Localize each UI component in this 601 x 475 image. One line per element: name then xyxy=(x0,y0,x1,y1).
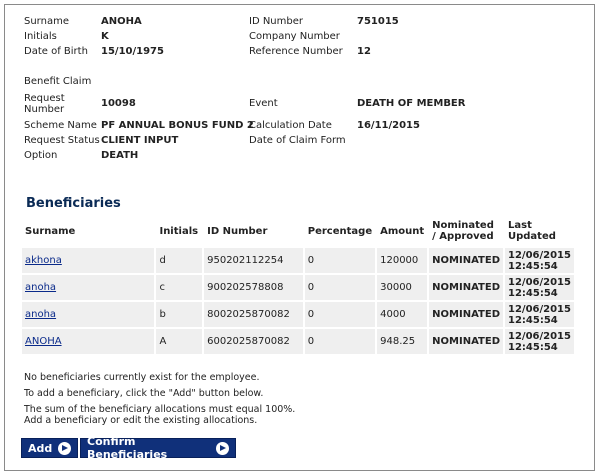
col-surname: Surname xyxy=(22,216,154,246)
surname-label: Surname xyxy=(24,16,69,27)
col-nominated-approved: Nominated / Approved xyxy=(429,216,503,246)
table-row xyxy=(22,275,574,300)
initials-cell: d xyxy=(156,248,202,273)
beneficiary-link[interactable]: akhona xyxy=(25,255,62,266)
scheme-name-label: Scheme Name xyxy=(24,120,97,131)
updated-time: 12:45:54 xyxy=(508,287,558,299)
beneficiary-link[interactable]: ANOHA xyxy=(25,336,62,347)
surname-cell xyxy=(22,302,154,327)
add-button[interactable] xyxy=(21,438,78,458)
initials-label: Initials xyxy=(24,31,57,42)
updated-time: 12:45:54 xyxy=(508,314,558,326)
id-cell: 950202112254 xyxy=(204,248,303,273)
edit-allocation-message: Add a beneficiary or edit the existing allocations. xyxy=(24,415,258,426)
scheme-name-value: PF ANNUAL BONUS FUND 2 xyxy=(101,120,254,131)
event-value: DEATH OF MEMBER xyxy=(357,98,466,109)
beneficiary-link[interactable]: anoha xyxy=(25,309,57,320)
updated-date: 12/06/2015 xyxy=(508,249,571,261)
initials-cell: b xyxy=(156,302,202,327)
add-instruction-message: To add a beneficiary, click the "Add" button below. xyxy=(24,388,264,399)
calculation-date-label: Calculation Date xyxy=(249,120,332,131)
status-cell: NOMINATED xyxy=(429,248,503,273)
updated-date: 12/06/2015 xyxy=(508,276,571,288)
amount-cell: 120000 xyxy=(377,248,427,273)
surname-cell xyxy=(22,275,154,300)
company-number-label: Company Number xyxy=(249,31,340,42)
reference-number-label: Reference Number xyxy=(249,46,343,57)
reference-number-value: 12 xyxy=(357,46,371,57)
id-cell: 900202578808 xyxy=(204,275,303,300)
updated-cell xyxy=(505,302,574,327)
confirm-button-label: Confirm Beneficiaries xyxy=(87,435,168,461)
add-button-label: Add xyxy=(28,441,53,455)
updated-cell xyxy=(505,275,574,300)
updated-time: 12:45:54 xyxy=(508,260,558,272)
request-status-label: Request Status xyxy=(24,135,100,146)
percentage-cell: 0 xyxy=(305,248,375,273)
surname-cell xyxy=(22,329,154,354)
request-status-value: CLIENT INPUT xyxy=(101,135,179,146)
col-percentage: Percentage xyxy=(305,216,375,246)
id-cell: 8002025870082 xyxy=(204,302,303,327)
updated-time: 12:45:54 xyxy=(508,341,558,353)
claim-form-date-label: Date of Claim Form xyxy=(249,135,346,146)
option-label: Option xyxy=(24,150,58,161)
updated-cell xyxy=(505,248,574,273)
updated-date: 12/06/2015 xyxy=(508,303,571,315)
id-cell: 6002025870082 xyxy=(204,329,303,354)
id-number-label: ID Number xyxy=(249,16,303,27)
col-amount: Amount xyxy=(377,216,427,246)
benefit-claim-label: Benefit Claim xyxy=(24,76,92,87)
updated-cell xyxy=(505,329,574,354)
dob-value: 15/10/1975 xyxy=(101,46,164,57)
no-beneficiaries-message: No beneficiaries currently exist for the employee. xyxy=(24,372,260,383)
percentage-cell: 0 xyxy=(305,302,375,327)
id-number-value: 751015 xyxy=(357,16,399,27)
option-value: DEATH xyxy=(101,150,139,161)
initials-cell: c xyxy=(156,275,202,300)
updated-date: 12/06/2015 xyxy=(508,330,571,342)
arrow-right-circle-icon xyxy=(58,442,71,455)
col-id-number: ID Number xyxy=(204,216,303,246)
status-cell: NOMINATED xyxy=(429,302,503,327)
table-row xyxy=(22,302,574,327)
table-row xyxy=(22,248,574,273)
beneficiary-link[interactable]: anoha xyxy=(25,282,57,293)
col-last-updated: Last Updated xyxy=(505,216,574,246)
initials-cell: A xyxy=(156,329,202,354)
allocation-sum-message: The sum of the beneficiary allocations must equal 100%. xyxy=(24,404,296,415)
beneficiaries-table xyxy=(20,214,576,356)
surname-cell xyxy=(22,248,154,273)
amount-cell: 948.25 xyxy=(377,329,427,354)
event-label: Event xyxy=(249,98,278,109)
calculation-date-value: 16/11/2015 xyxy=(357,120,420,131)
table-header-row xyxy=(22,216,574,246)
amount-cell: 4000 xyxy=(377,302,427,327)
arrow-right-circle-icon xyxy=(216,442,229,455)
request-number-label: Request Number xyxy=(24,93,65,115)
amount-cell: 30000 xyxy=(377,275,427,300)
percentage-cell: 0 xyxy=(305,275,375,300)
initials-value: K xyxy=(101,31,109,42)
status-cell: NOMINATED xyxy=(429,275,503,300)
percentage-cell: 0 xyxy=(305,329,375,354)
surname-value: ANOHA xyxy=(101,16,142,27)
table-row xyxy=(22,329,574,354)
dob-label: Date of Birth xyxy=(24,46,88,57)
col-initials: Initials xyxy=(156,216,202,246)
beneficiaries-title: Beneficiaries xyxy=(26,196,121,211)
status-cell: NOMINATED xyxy=(429,329,503,354)
request-number-value: 10098 xyxy=(101,98,136,109)
confirm-beneficiaries-button[interactable] xyxy=(80,435,236,461)
